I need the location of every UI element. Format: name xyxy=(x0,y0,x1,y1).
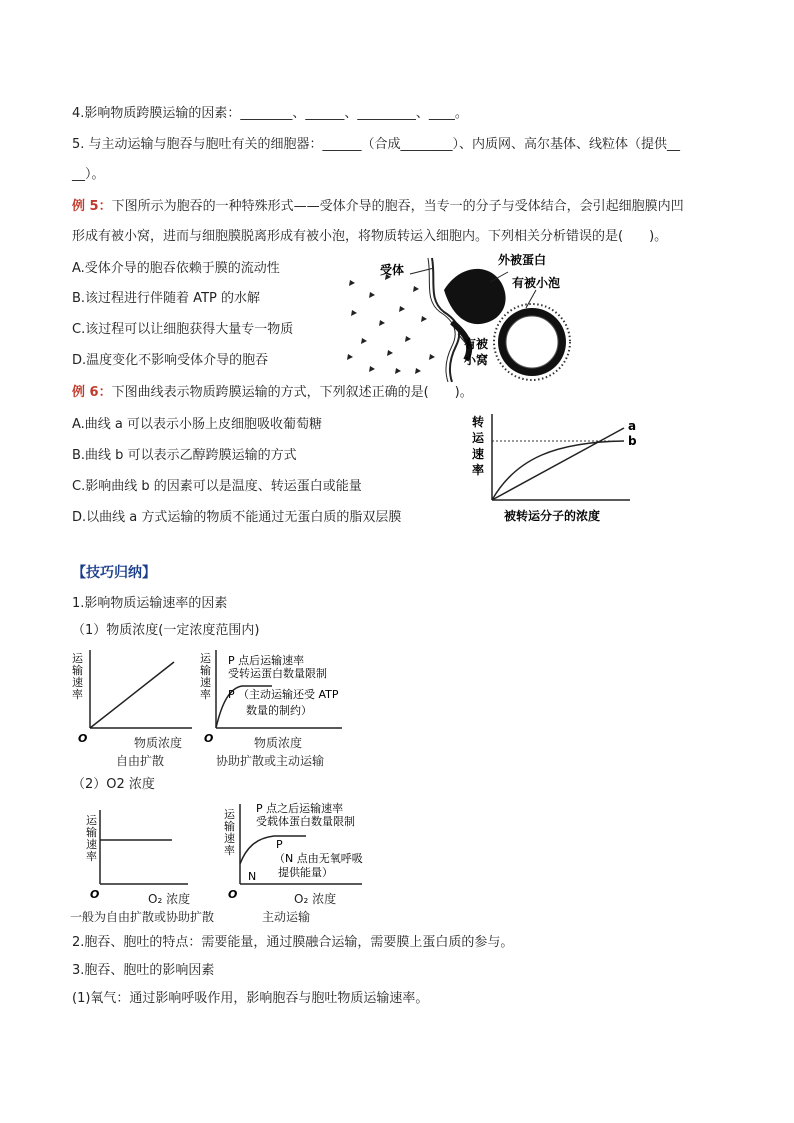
skills-title: 【技巧归纳】 xyxy=(72,565,156,581)
example-5-label: 例 5： xyxy=(72,199,112,214)
transport-curve-figure xyxy=(466,408,648,526)
g1-ylabel-3: 速 xyxy=(72,676,83,689)
question-4: 4.影响物质跨膜运输的因素：________、______、_________、____。 xyxy=(72,106,468,121)
g2-origin: O xyxy=(204,732,214,744)
skills-item-1-1: （1）物质浓度(一定浓度范围内) xyxy=(72,623,260,638)
curve-b xyxy=(492,441,624,500)
vesicle-pointer xyxy=(526,290,536,308)
g1-xlabel: 物质浓度 xyxy=(134,736,183,750)
g2-note4: 数量的制约） xyxy=(246,704,312,717)
g3-origin: O xyxy=(90,888,100,900)
g1-ylabel-4: 率 xyxy=(72,688,83,701)
g2-point-p: P xyxy=(228,688,235,701)
curve-a xyxy=(492,428,624,500)
g3-ylabel-1: 运 xyxy=(86,814,97,827)
label-coated-pit-1: 有被 xyxy=(464,337,489,351)
vesicle-lumen xyxy=(506,316,558,368)
g3-xlabel: O₂ 浓度 xyxy=(148,892,191,906)
g3-ylabel-3: 速 xyxy=(86,838,97,851)
graph-free-diffusion xyxy=(70,648,196,744)
example-5-stem1 xyxy=(72,198,684,216)
g4-xlabel: O₂ 浓度 xyxy=(294,892,337,906)
example-5-stem-text: 下图所示为胞吞的一种特殊形式——受体介导的胞吞，当专一的分子与受体结合，会引起细胞膜内凹 xyxy=(111,199,684,214)
g4-origin: O xyxy=(228,888,238,900)
g2-ylabel-2: 输 xyxy=(200,664,211,677)
curve-b-label: b xyxy=(628,434,637,448)
g4-caption: 主动运输 xyxy=(262,910,311,924)
g2-ylabel-3: 速 xyxy=(200,676,211,689)
label-coated-vesicle: 有被小泡 xyxy=(512,276,561,290)
g2-ylabel-1: 运 xyxy=(200,652,211,665)
question-5-line2: __）。 xyxy=(72,167,105,182)
g4-note3: （N 点由无氧呼吸 xyxy=(274,852,363,865)
example-5-option-a: A.受体介导的胞吞依赖于膜的流动性 xyxy=(72,261,280,276)
g3-caption: 一般为自由扩散或协助扩散 xyxy=(70,910,215,924)
example-6-label: 例 6： xyxy=(72,385,112,400)
ylabel-char-3: 速 xyxy=(472,447,485,461)
g1-ylabel-2: 输 xyxy=(72,664,83,677)
example-5-option-c: C.该过程可以让细胞获得大量专一物质 xyxy=(72,322,294,337)
skills-item-2: 2.胞吞、胞吐的特点：需要能量，通过膜融合运输，需要膜上蛋白质的参与。 xyxy=(72,935,514,950)
g4-note4: 提供能量） xyxy=(278,866,333,879)
endocytosis-figure xyxy=(340,250,580,382)
example-5-option-b: B.该过程进行伴随着 ATP 的水解 xyxy=(72,291,260,306)
g3-ylabel-4: 率 xyxy=(86,850,97,863)
g4-note1: P 点之后运输速率 xyxy=(256,802,344,815)
graph-facilitated-active xyxy=(198,648,386,744)
g4-ylabel-3: 速 xyxy=(224,832,235,845)
example-6-option-d: D.以曲线 a 方式运输的物质不能通过无蛋白质的脂双层膜 xyxy=(72,510,402,525)
example-5-option-d: D.温度变化不影响受体介导的胞吞 xyxy=(72,353,269,368)
ylabel-char-1: 转 xyxy=(472,415,485,429)
g2-ylabel-4: 率 xyxy=(200,688,211,701)
g2-note1: P 点后运输速率 xyxy=(228,654,305,667)
example-6-stem xyxy=(72,384,473,402)
graph-o2-active xyxy=(222,800,398,900)
g4-ylabel-1: 运 xyxy=(224,808,235,821)
g2-caption: 协助扩散或主动运输 xyxy=(216,754,325,768)
example-6-stem-text: 下图曲线表示物质跨膜运输的方式，下列叙述正确的是( )。 xyxy=(111,385,473,400)
g4-point-p: P xyxy=(276,838,283,851)
g4-point-n: N xyxy=(248,870,257,883)
example-6-option-a: A.曲线 a 可以表示小肠上皮细胞吸收葡萄糖 xyxy=(72,417,323,432)
example-6-option-b: B.曲线 b 可以表示乙醇跨膜运输的方式 xyxy=(72,448,297,463)
g2-note3: （主动运输还受 ATP xyxy=(238,688,339,701)
graph-o2-passive xyxy=(80,806,192,900)
g3-ylabel-2: 输 xyxy=(86,826,97,839)
g1-ylabel-1: 运 xyxy=(72,652,83,665)
g4-ylabel-2: 输 xyxy=(224,820,235,833)
label-receptor: 受体 xyxy=(380,263,405,277)
skills-item-3-1: (1)氧气：通过影响呼吸作用，影响胞吞与胞吐物质运输速率。 xyxy=(72,991,429,1006)
g1-curve xyxy=(90,662,174,728)
ylabel-char-2: 运 xyxy=(472,431,485,445)
g2-note2: 受转运蛋白数量限制 xyxy=(228,667,327,680)
g1-origin: O xyxy=(78,732,88,744)
xlabel: 被转运分子的浓度 xyxy=(504,509,601,523)
label-coat-protein: 外被蛋白 xyxy=(498,253,547,267)
skills-item-3: 3.胞吞、胞吐的影响因素 xyxy=(72,963,215,978)
skills-item-1: 1.影响物质运输速率的因素 xyxy=(72,596,228,611)
g1-caption: 自由扩散 xyxy=(116,754,165,768)
particles xyxy=(347,274,435,374)
g2-xlabel: 物质浓度 xyxy=(254,736,303,750)
receptor-pointer xyxy=(410,268,434,274)
g4-ylabel-4: 率 xyxy=(224,844,235,857)
coated-pit-blob xyxy=(444,269,506,324)
question-5-line1: 5. 与主动运输与胞吞与胞吐有关的细胞器：______（合成________）、内质网、高尔基体、线粒体（提供__ xyxy=(72,137,681,152)
example-5-stem2: 形成有被小窝，进而与细胞膜脱离形成有被小泡，将物质转运入细胞内。下列相关分析错误的是( )。 xyxy=(72,229,668,244)
skills-item-1-2: （2）O2 浓度 xyxy=(72,777,155,792)
ylabel-char-4: 率 xyxy=(472,463,485,477)
g4-note2: 受载体蛋白数量限制 xyxy=(256,815,355,828)
label-coated-pit-2: 小窝 xyxy=(464,353,489,367)
curve-a-label: a xyxy=(628,419,637,433)
membrane xyxy=(432,258,459,382)
example-6-option-c: C.影响曲线 b 的因素可以是温度、转运蛋白或能量 xyxy=(72,479,362,494)
